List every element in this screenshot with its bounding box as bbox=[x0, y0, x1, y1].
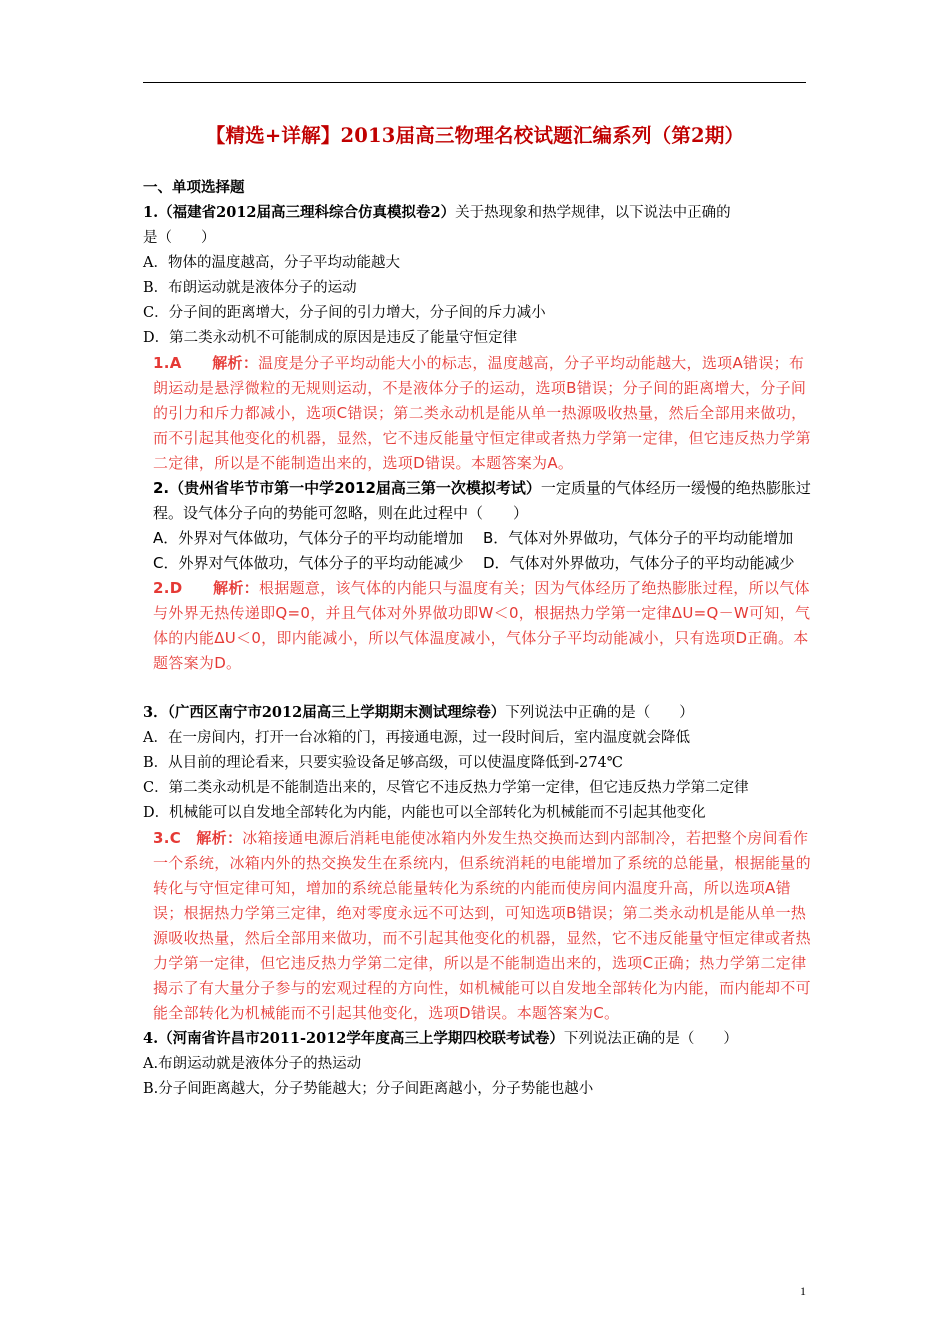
document-body bbox=[143, 176, 813, 1102]
question-4-option-a: A.布朗运动就是液体分子的热运动 bbox=[143, 1056, 362, 1072]
question-1-number: 1. bbox=[143, 204, 159, 221]
question-2-option-d: D．气体对外界做功，气体分子的平均动能减少 bbox=[483, 554, 795, 572]
question-3 bbox=[143, 700, 813, 1026]
question-2-number: 2. bbox=[153, 479, 170, 497]
question-3-answer-label: 3.C 解析： bbox=[153, 829, 243, 847]
question-4-stem-text: 下列说法正确的是（ ） bbox=[563, 1031, 738, 1047]
question-2-stem-text: 一定质量的气体经历一缓慢的绝热膨胀过程。设气体分子向的势能可忽略，则在此过程中（ ） bbox=[153, 479, 811, 522]
question-2-option-b: B．气体对外界做功，气体分子的平均动能增加 bbox=[483, 529, 794, 547]
question-3-stem bbox=[143, 700, 813, 726]
question-2-option-a: A．外界对气体做功，气体分子的平均动能增加 bbox=[153, 529, 464, 547]
question-3-stem-text: 下列说法中正确的是（ ） bbox=[505, 705, 694, 721]
question-1-option-d: D．第二类永动机不可能制成的原因是违反了能量守恒定律 bbox=[143, 330, 518, 346]
question-3-option-d: D．机械能可以自发地全部转化为内能，内能也可以全部转化为机械能而不引起其他变化 bbox=[143, 805, 706, 821]
question-1-answer-label: 1.A 解析： bbox=[153, 354, 259, 372]
question-2-source: （贵州省毕节市第一中学2012届高三第一次模拟考试） bbox=[169, 479, 541, 497]
question-3-option-c: C．第二类永动机是不能制造出来的，尽管它不违反热力学第一定律，但它违反热力学第二定律 bbox=[143, 780, 749, 796]
question-2-answer-text: 根据题意，该气体的内能只与温度有关；因为气体经历了绝热膨胀过程，所以气体与外界无热传递即Q=0，并且气体对外界做功即W＜0，根据热力学第一定律ΔU=Q－W可知，气体的内能ΔU＜0，即内能减小，所以气体温度减小，气体分子平均动能减小，只有选项D正确。本题答案为D。 bbox=[153, 579, 811, 672]
question-1-stem-line2: 是（ ） bbox=[143, 230, 216, 246]
question-2 bbox=[143, 476, 813, 676]
question-2-stem bbox=[153, 476, 813, 526]
question-4-source: （河南省许昌市2011-2012学年度高三上学期四校联考试卷） bbox=[158, 1030, 564, 1047]
question-3-source: （广西区南宁市2012届高三上学期期末测试理综卷） bbox=[167, 704, 506, 721]
question-2-option-c: C．外界对气体做功，气体分子的平均动能减少 bbox=[153, 554, 464, 572]
question-2-answer bbox=[153, 576, 813, 676]
question-1-source: （福建省2012届高三理科综合仿真模拟卷2） bbox=[158, 204, 456, 221]
question-3-number: 3． bbox=[143, 704, 168, 721]
question-1 bbox=[143, 200, 813, 476]
page-number: 1 bbox=[800, 1284, 806, 1298]
question-1-answer bbox=[153, 351, 813, 476]
question-2-answer-label: 2.D 解析： bbox=[153, 579, 259, 597]
question-1-stem-text: 关于热现象和热学规律，以下说法中正确的 bbox=[455, 205, 731, 221]
question-1-option-c: C．分子间的距离增大，分子间的引力增大，分子间的斥力减小 bbox=[143, 305, 546, 321]
question-4-option-b: B.分子间距离越大，分子势能越大；分子间距离越小，分子势能也越小 bbox=[143, 1081, 594, 1097]
spacer bbox=[143, 676, 813, 700]
page-title: 【精选+详解】2013届高三物理名校试题汇编系列（第2期） bbox=[205, 124, 745, 147]
question-3-answer bbox=[153, 826, 813, 1026]
question-1-option-b: B．布朗运动就是液体分子的运动 bbox=[143, 280, 357, 296]
header-rule bbox=[143, 82, 806, 83]
question-1-option-a: A．物体的温度越高，分子平均动能越大 bbox=[143, 255, 400, 271]
question-4-stem bbox=[143, 1026, 813, 1052]
question-3-option-b: B．从目前的理论看来，只要实验设备足够高级，可以使温度降低到-274℃ bbox=[143, 755, 623, 771]
question-3-answer-text: 冰箱接通电源后消耗电能使冰箱内外发生热交换而达到内部制冷，若把整个房间看作一个系统，冰箱内外的热交换发生在系统内，但系统消耗的电能增加了系统的总能量，根据能量的转化与守恒定律可知，增加的系统总能量转化为系统的内能而使房间内温度升高，所以选项A错误；根据热力学第三定律，绝对零度永远不可达到，可知选项B错误；第二类永动机是能从单一热源吸收热量，然后全部用来做功，而不引起其他变化的机器，显然，它不违反能量守恒定律或者热力学第一定律，但它违反热力学第二定律，所以是不能制造出来的，选项C正确；热力学第二定律揭示了有大量分子参与的宏观过程的方向性，如机械能可以自发地全部转化为内能，而内能却不可能全部转化为机械能而不引起其他变化，选项D错误。本题答案为C。 bbox=[153, 829, 811, 1022]
question-1-answer-text: 温度是分子平均动能大小的标志，温度越高，分子平均动能越大，选项A错误；布朗运动是悬浮微粒的无规则运动，不是液体分子的运动，选项B错误；分子间的距离增大，分子间的引力和斥力都减小，选项C错误；第二类永动机是能从单一热源吸收热量，然后全部用来做功，而不引起其他变化的机器，显然，它不违反能量守恒定律或者热力学第一定律，但它违反热力学第二定律，所以是不能制造出来的，选项D错误。本题答案为A。 bbox=[153, 354, 811, 472]
question-3-option-a: A．在一房间内，打开一台冰箱的门，再接通电源，过一段时间后，室内温度就会降低 bbox=[143, 730, 690, 746]
question-4 bbox=[143, 1026, 813, 1102]
section-heading: 一、单项选择题 bbox=[143, 179, 245, 196]
question-4-number: 4. bbox=[143, 1030, 159, 1047]
question-1-stem bbox=[143, 200, 813, 251]
question-2-options bbox=[153, 526, 813, 576]
